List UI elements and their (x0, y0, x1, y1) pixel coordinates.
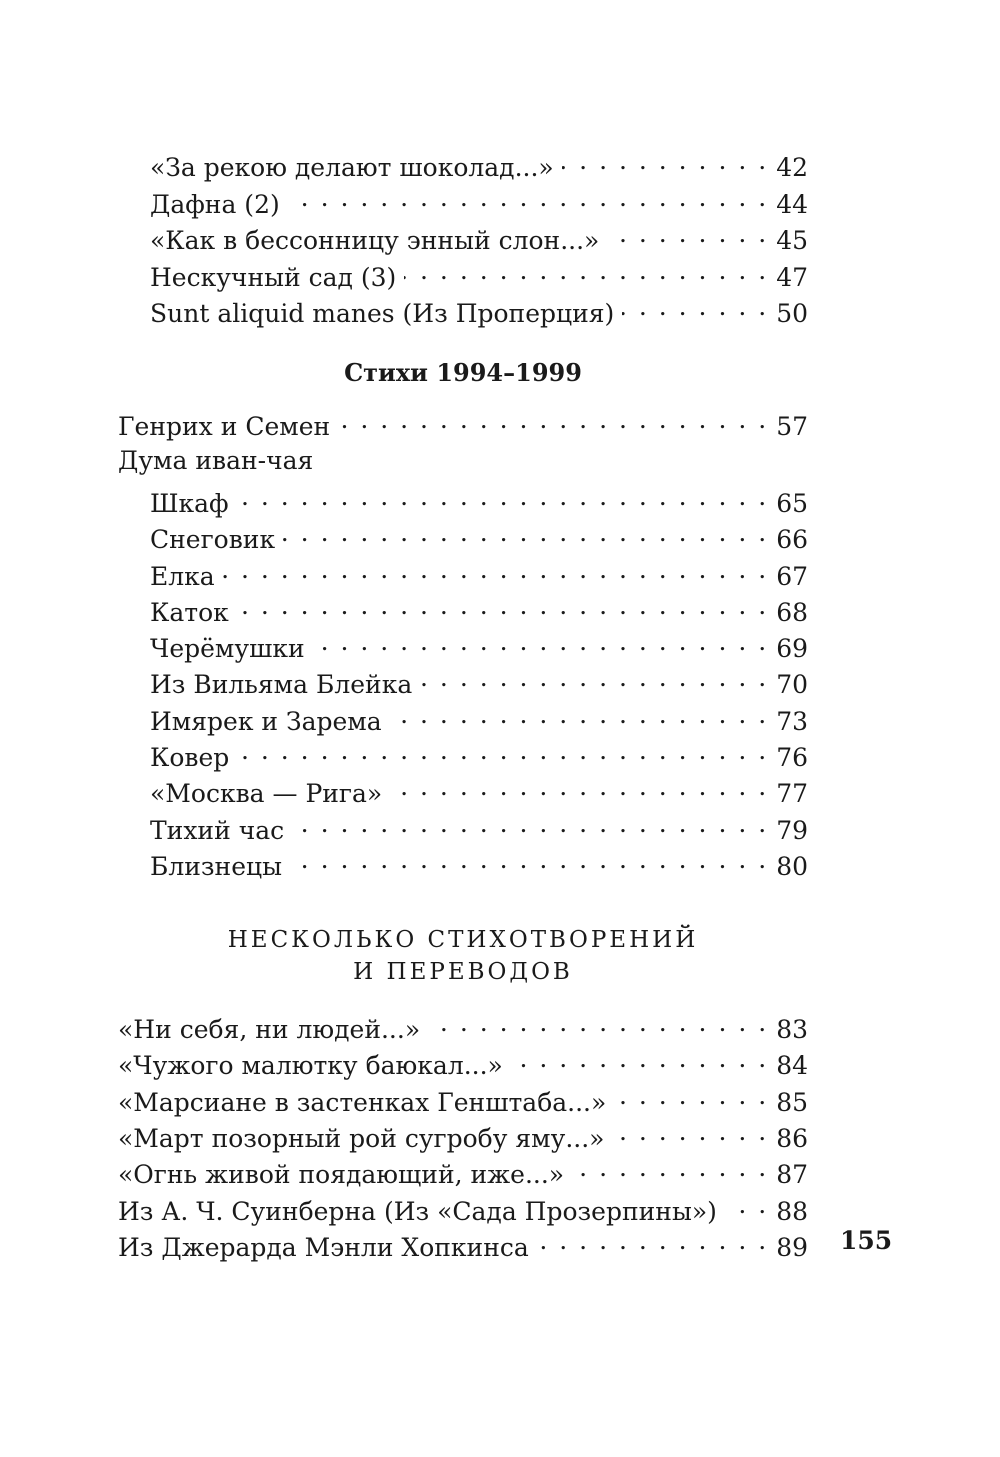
toc-entry-page: 69 (776, 634, 808, 663)
toc-leader-dots (237, 591, 768, 621)
toc-entry-page: 84 (776, 1051, 808, 1080)
toc-entry-title: «За рекою делают шоколад...» (150, 153, 554, 182)
toc-entry (150, 736, 808, 773)
toc-entry (150, 591, 808, 628)
toc-entry (150, 146, 808, 183)
section-heading: Стихи 1994–1999 (344, 358, 582, 387)
toc-entry-title: Снеговик (150, 525, 276, 554)
toc-entry-title: Sunt aliquid manes (Из Проперция) (150, 299, 615, 328)
toc-entry (150, 256, 808, 293)
toc-entry-page: 89 (776, 1233, 808, 1262)
toc-leader-dots (725, 1190, 768, 1220)
toc-entry (150, 219, 808, 256)
toc-entry-page: 65 (776, 489, 808, 518)
page-number: 155 (840, 1226, 893, 1255)
toc-entry (150, 809, 808, 846)
toc-entry-page: 88 (776, 1197, 808, 1226)
toc-entry-page: 57 (776, 412, 808, 441)
toc-entry-page: 87 (776, 1160, 808, 1189)
toc-leader-dots (288, 183, 768, 213)
toc-entry-page: 45 (776, 226, 808, 255)
toc-leader-dots (537, 1226, 768, 1256)
toc-entry-page: 50 (776, 299, 808, 328)
toc-entry-title: Елка (150, 562, 215, 591)
toc-entry-page: 66 (776, 525, 808, 554)
toc-entry-title: Черёмушки (150, 634, 305, 663)
toc-entry-title: «Москва — Рига» (150, 779, 383, 808)
toc-entry-page: 76 (776, 743, 808, 772)
toc-leader-dots (612, 1117, 768, 1147)
toc-leader-dots (511, 1044, 768, 1074)
toc-entry-page: 47 (776, 263, 808, 292)
toc-leader-dots (420, 663, 768, 693)
toc-entry-page: 86 (776, 1124, 808, 1153)
toc-leader-dots (223, 555, 769, 585)
toc-leader-dots (572, 1153, 768, 1183)
toc-entry-title: «Огнь живой поядающий, иже...» (118, 1160, 565, 1189)
toc-entry (118, 1226, 808, 1263)
toc-group-title: Дума иван-чая (118, 446, 314, 475)
toc-entry-page: 79 (776, 816, 808, 845)
toc-entry (150, 482, 808, 519)
toc-leader-dots (614, 1081, 768, 1111)
toc-leader-dots (313, 627, 769, 657)
toc-entry-page: 73 (776, 707, 808, 736)
toc-entry (150, 518, 808, 555)
toc-entry (150, 663, 808, 700)
toc-entry-title: Имярек и Зарема (150, 707, 382, 736)
toc-entry-title: Каток (150, 598, 229, 627)
toc-entry-title: «Марсиане в застенках Генштаба...» (118, 1088, 607, 1117)
toc-entry-page: 44 (776, 190, 808, 219)
toc-entry (150, 627, 808, 664)
toc-entry-page: 83 (776, 1015, 808, 1044)
toc-entry (150, 700, 808, 737)
toc-entry-title: «Ни себя, ни людей...» (118, 1015, 421, 1044)
toc-entry (118, 405, 808, 442)
toc-leader-dots (390, 772, 768, 802)
toc-entry-title: Тихий час (150, 816, 285, 845)
toc-entry-page: 85 (776, 1088, 808, 1117)
toc-entry (118, 1190, 808, 1227)
toc-entry-page: 80 (776, 852, 808, 881)
toc-entry-title: Шкаф (150, 489, 229, 518)
toc-entry-title: Из Джерарда Мэнли Хопкинса (118, 1233, 529, 1262)
toc-leader-dots (237, 482, 769, 512)
toc-leader-dots (338, 405, 768, 435)
toc-entry-title: Ковер (150, 743, 230, 772)
toc-entry-page: 68 (776, 598, 808, 627)
toc-entry-title: Дафна (2) (150, 190, 280, 219)
toc-entry-page: 70 (776, 670, 808, 699)
toc-leader-dots (622, 292, 768, 322)
toc-entry (118, 1081, 808, 1118)
toc-leader-dots (290, 845, 768, 875)
toc-entry (150, 845, 808, 882)
toc-leader-dots (237, 736, 768, 766)
toc-entry-title: Нескучный сад (3) (150, 263, 397, 292)
toc-entry (150, 292, 808, 329)
toc-leader-dots (283, 518, 768, 548)
toc-entry (118, 1153, 808, 1190)
toc-entry-title: «Март позорный рой сугробу яму...» (118, 1124, 605, 1153)
toc-entry (150, 183, 808, 220)
section-heading-line: НЕСКОЛЬКО СТИХОТВОРЕНИЙ (227, 927, 699, 953)
toc-leader-dots (607, 219, 768, 249)
toc-entry (150, 555, 808, 592)
toc-leader-dots (404, 256, 768, 286)
toc-entry (118, 1008, 808, 1045)
toc-entry-page: 67 (776, 562, 808, 591)
toc-entry-page: 42 (776, 153, 808, 182)
toc-leader-dots (390, 700, 769, 730)
toc-entry-title: Близнецы (150, 852, 282, 881)
toc-entry-title: Из А. Ч. Суинберна (Из «Сада Прозерпины») (118, 1197, 717, 1226)
toc-entry (118, 1117, 808, 1154)
section-heading-line: И ПЕРЕВОДОВ (353, 959, 573, 985)
toc-entry-title: Генрих и Семен (118, 412, 331, 441)
toc-leader-dots (562, 146, 768, 176)
toc-entry-page: 77 (776, 779, 808, 808)
toc-entry (118, 1044, 808, 1081)
toc-entry (150, 772, 808, 809)
toc-entry-title: «Чужого малютку баюкал...» (118, 1051, 503, 1080)
section-heading (118, 924, 808, 988)
toc-entry-title: Из Вильяма Блейка (150, 670, 413, 699)
toc-leader-dots (428, 1008, 768, 1038)
toc-leader-dots (292, 809, 768, 839)
toc-entry-title: «Как в бессонницу энный слон...» (150, 226, 600, 255)
